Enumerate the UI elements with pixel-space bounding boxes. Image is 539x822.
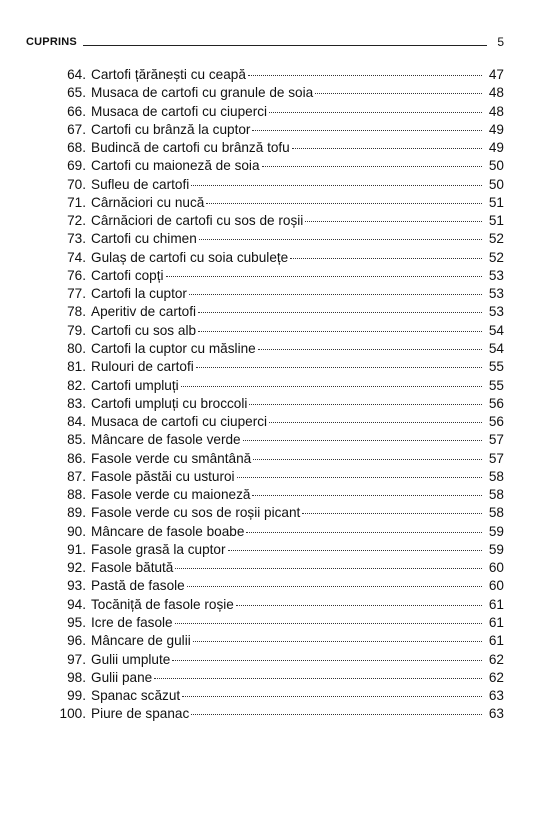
entry-number: 86. xyxy=(67,450,86,466)
entry-number: 93. xyxy=(67,578,86,594)
toc-entry xyxy=(40,230,504,248)
toc-entry xyxy=(40,139,504,157)
entry-number: 68. xyxy=(67,140,86,156)
entry-number: 71. xyxy=(67,194,86,210)
toc-entry xyxy=(40,84,504,102)
entry-page: 55 xyxy=(488,377,504,393)
dot-leader xyxy=(252,130,482,131)
entry-page: 47 xyxy=(488,67,504,82)
entry-number: 88. xyxy=(67,487,86,503)
entry-title: Mâncare de fasole verde xyxy=(91,432,241,448)
entry-number: 70. xyxy=(67,176,86,192)
toc-entry xyxy=(40,413,504,431)
entry-number: 79. xyxy=(67,322,86,338)
toc-entry xyxy=(40,614,504,632)
dot-leader xyxy=(236,605,482,606)
dot-leader xyxy=(258,349,482,350)
entry-page: 61 xyxy=(488,633,504,649)
entry-title: Fasole bătută xyxy=(91,560,174,576)
entry-title: Cârnăciori cu nucă xyxy=(91,194,205,210)
entry-title: Cartofi cu sos alb xyxy=(91,322,197,338)
entry-page: 53 xyxy=(488,286,504,302)
entry-page: 56 xyxy=(488,414,504,430)
toc-entry xyxy=(40,669,504,687)
dot-leader xyxy=(198,312,482,313)
toc-entry xyxy=(40,559,504,577)
toc-entry xyxy=(40,377,504,395)
entry-number: 76. xyxy=(67,267,86,283)
toc-entry xyxy=(40,431,504,449)
entry-number: 69. xyxy=(67,158,86,174)
toc-entry xyxy=(40,577,504,595)
entry-page: 53 xyxy=(488,304,504,320)
toc-entry xyxy=(40,632,504,650)
dot-leader xyxy=(154,678,482,679)
dot-leader xyxy=(187,586,482,587)
entry-number: 99. xyxy=(67,688,86,704)
toc-entry xyxy=(40,450,504,468)
entry-title: Cartofi cu brânză la cuptor xyxy=(91,121,251,137)
dot-leader xyxy=(243,440,482,441)
entry-page: 52 xyxy=(488,249,504,265)
dot-leader xyxy=(175,568,482,569)
page-number: 5 xyxy=(497,35,504,49)
entry-title: Cartofi la cuptor xyxy=(91,286,187,302)
entry-page: 58 xyxy=(488,505,504,521)
entry-number: 65. xyxy=(67,85,86,101)
entry-number: 84. xyxy=(67,414,86,430)
toc-entry xyxy=(40,285,504,303)
entry-page: 63 xyxy=(488,688,504,704)
toc-entry xyxy=(40,212,504,230)
toc-entry xyxy=(40,322,504,340)
toc-entry xyxy=(40,121,504,139)
entry-title: Musaca de cartofi cu ciuperci xyxy=(91,414,268,430)
dot-leader xyxy=(315,93,482,94)
toc-entry xyxy=(40,303,504,321)
entry-title: Cartofi țărănești cu ceapă xyxy=(91,67,246,82)
dot-leader xyxy=(181,386,482,387)
entry-page: 58 xyxy=(488,468,504,484)
entry-title: Mâncare de gulii xyxy=(91,633,191,649)
entry-number: 91. xyxy=(67,541,86,557)
entry-number: 82. xyxy=(67,377,86,393)
toc-entry xyxy=(40,103,504,121)
toc-entry xyxy=(40,249,504,267)
dot-leader xyxy=(246,532,482,533)
toc-entry xyxy=(40,267,504,285)
table-of-contents xyxy=(40,66,504,724)
dot-leader xyxy=(290,258,482,259)
entry-number: 92. xyxy=(67,560,86,576)
entry-number: 97. xyxy=(67,651,86,667)
entry-page: 50 xyxy=(488,158,504,174)
entry-title: Fasole verde cu sos de roșii picant xyxy=(91,505,301,521)
toc-entry xyxy=(40,358,504,376)
dot-leader xyxy=(191,714,482,715)
entry-number: 98. xyxy=(67,669,86,685)
entry-page: 62 xyxy=(488,669,504,685)
entry-title: Fasole verde cu smântână xyxy=(91,450,252,466)
entry-page: 57 xyxy=(488,450,504,466)
entry-title: Cartofi cu chimen xyxy=(91,231,197,247)
dot-leader xyxy=(193,641,482,642)
dot-leader xyxy=(237,477,482,478)
entry-title: Piure de spanac xyxy=(91,706,190,722)
dot-leader xyxy=(166,276,482,277)
dot-leader xyxy=(305,221,482,222)
entry-number: 73. xyxy=(67,231,86,247)
entry-title: Pastă de fasole xyxy=(91,578,185,594)
toc-entry xyxy=(40,468,504,486)
header-rule xyxy=(83,45,487,46)
entry-title: Fasole verde cu maioneză xyxy=(91,487,251,503)
dot-leader xyxy=(196,367,482,368)
dot-leader xyxy=(269,422,482,423)
entry-page: 61 xyxy=(488,596,504,612)
dot-leader xyxy=(252,495,482,496)
toc-entry xyxy=(40,194,504,212)
entry-page: 58 xyxy=(488,487,504,503)
toc-entry xyxy=(40,651,504,669)
dot-leader xyxy=(248,75,482,76)
entry-title: Musaca de cartofi cu ciuperci xyxy=(91,103,268,119)
dot-leader xyxy=(292,148,482,149)
dot-leader xyxy=(206,203,482,204)
entry-number: 90. xyxy=(67,523,86,539)
dot-leader xyxy=(253,459,482,460)
toc-entry xyxy=(40,541,504,559)
entry-page: 51 xyxy=(488,213,504,229)
entry-title: Cartofi umpluți cu broccoli xyxy=(91,395,248,411)
entry-page: 61 xyxy=(488,614,504,630)
entry-title: Fasole păstăi cu usturoi xyxy=(91,468,235,484)
entry-number: 95. xyxy=(67,614,86,630)
dot-leader xyxy=(262,166,482,167)
entry-title: Sufleu de cartofi xyxy=(91,176,190,192)
entry-page: 63 xyxy=(488,706,504,722)
entry-number: 89. xyxy=(67,505,86,521)
dot-leader xyxy=(191,185,482,186)
toc-entry xyxy=(40,596,504,614)
entry-title: Cartofi la cuptor cu măsline xyxy=(91,340,256,356)
toc-entry xyxy=(40,157,504,175)
section-title: CUPRINS xyxy=(26,36,77,48)
entry-page: 49 xyxy=(488,121,504,137)
entry-page: 57 xyxy=(488,432,504,448)
entry-title: Gulaș de cartofi cu soia cubulețe xyxy=(91,249,289,265)
dot-leader xyxy=(175,623,482,624)
toc-entry xyxy=(40,340,504,358)
entry-title: Spanac scăzut xyxy=(91,688,181,704)
entry-title: Budincă de cartofi cu brânză tofu xyxy=(91,140,290,156)
entry-number: 96. xyxy=(67,633,86,649)
entry-page: 60 xyxy=(488,560,504,576)
toc-entry xyxy=(40,523,504,541)
toc-entry xyxy=(40,705,504,723)
dot-leader xyxy=(198,331,482,332)
entry-number: 83. xyxy=(67,395,86,411)
entry-page: 54 xyxy=(488,322,504,338)
entry-number: 94. xyxy=(67,596,86,612)
entry-number: 100. xyxy=(59,706,86,722)
entry-title: Musaca de cartofi cu granule de soia xyxy=(91,85,314,101)
entry-title: Cârnăciori de cartofi cu sos de roșii xyxy=(91,213,304,229)
dot-leader xyxy=(302,513,482,514)
entry-page: 49 xyxy=(488,140,504,156)
entry-page: 59 xyxy=(488,523,504,539)
entry-page: 59 xyxy=(488,541,504,557)
toc-entry xyxy=(40,176,504,194)
entry-number: 78. xyxy=(67,304,86,320)
entry-page: 48 xyxy=(488,85,504,101)
entry-title: Gulii umplute xyxy=(91,651,171,667)
entry-number: 77. xyxy=(67,286,86,302)
entry-title: Fasole grasă la cuptor xyxy=(91,541,226,557)
entry-title: Mâncare de fasole boabe xyxy=(91,523,245,539)
entry-page: 54 xyxy=(488,340,504,356)
entry-page: 51 xyxy=(488,194,504,210)
entry-number: 67. xyxy=(67,121,86,137)
dot-leader xyxy=(228,550,483,551)
dot-leader xyxy=(182,696,482,697)
toc-entry xyxy=(40,687,504,705)
entry-page: 56 xyxy=(488,395,504,411)
entry-page: 53 xyxy=(488,267,504,283)
dot-leader xyxy=(189,294,482,295)
entry-title: Tocăniță de fasole roșie xyxy=(91,596,234,612)
dot-leader xyxy=(172,660,482,661)
entry-title: Cartofi cu maioneză de soia xyxy=(91,158,260,174)
entry-title: Gulii pane xyxy=(91,669,153,685)
entry-number: 64. xyxy=(67,67,86,82)
entry-title: Aperitiv de cartofi xyxy=(91,304,197,320)
dot-leader xyxy=(249,404,482,405)
entry-number: 85. xyxy=(67,432,86,448)
entry-page: 62 xyxy=(488,651,504,667)
entry-title: Rulouri de cartofi xyxy=(91,359,194,375)
dot-leader xyxy=(199,239,482,240)
page-header xyxy=(26,32,504,48)
entry-title: Cartofi copți xyxy=(91,267,164,283)
entry-page: 50 xyxy=(488,176,504,192)
toc-entry xyxy=(40,504,504,522)
entry-number: 80. xyxy=(67,340,86,356)
entry-number: 72. xyxy=(67,213,86,229)
dot-leader xyxy=(269,112,482,113)
entry-number: 81. xyxy=(67,359,86,375)
toc-entry xyxy=(40,486,504,504)
entry-title: Cartofi umpluți xyxy=(91,377,179,393)
entry-number: 87. xyxy=(67,468,86,484)
entry-page: 55 xyxy=(488,359,504,375)
toc-entry xyxy=(40,66,504,84)
toc-entry xyxy=(40,395,504,413)
entry-number: 66. xyxy=(67,103,86,119)
entry-page: 52 xyxy=(488,231,504,247)
entry-number: 74. xyxy=(67,249,86,265)
entry-title: Icre de fasole xyxy=(91,614,173,630)
entry-page: 48 xyxy=(488,103,504,119)
entry-page: 60 xyxy=(488,578,504,594)
